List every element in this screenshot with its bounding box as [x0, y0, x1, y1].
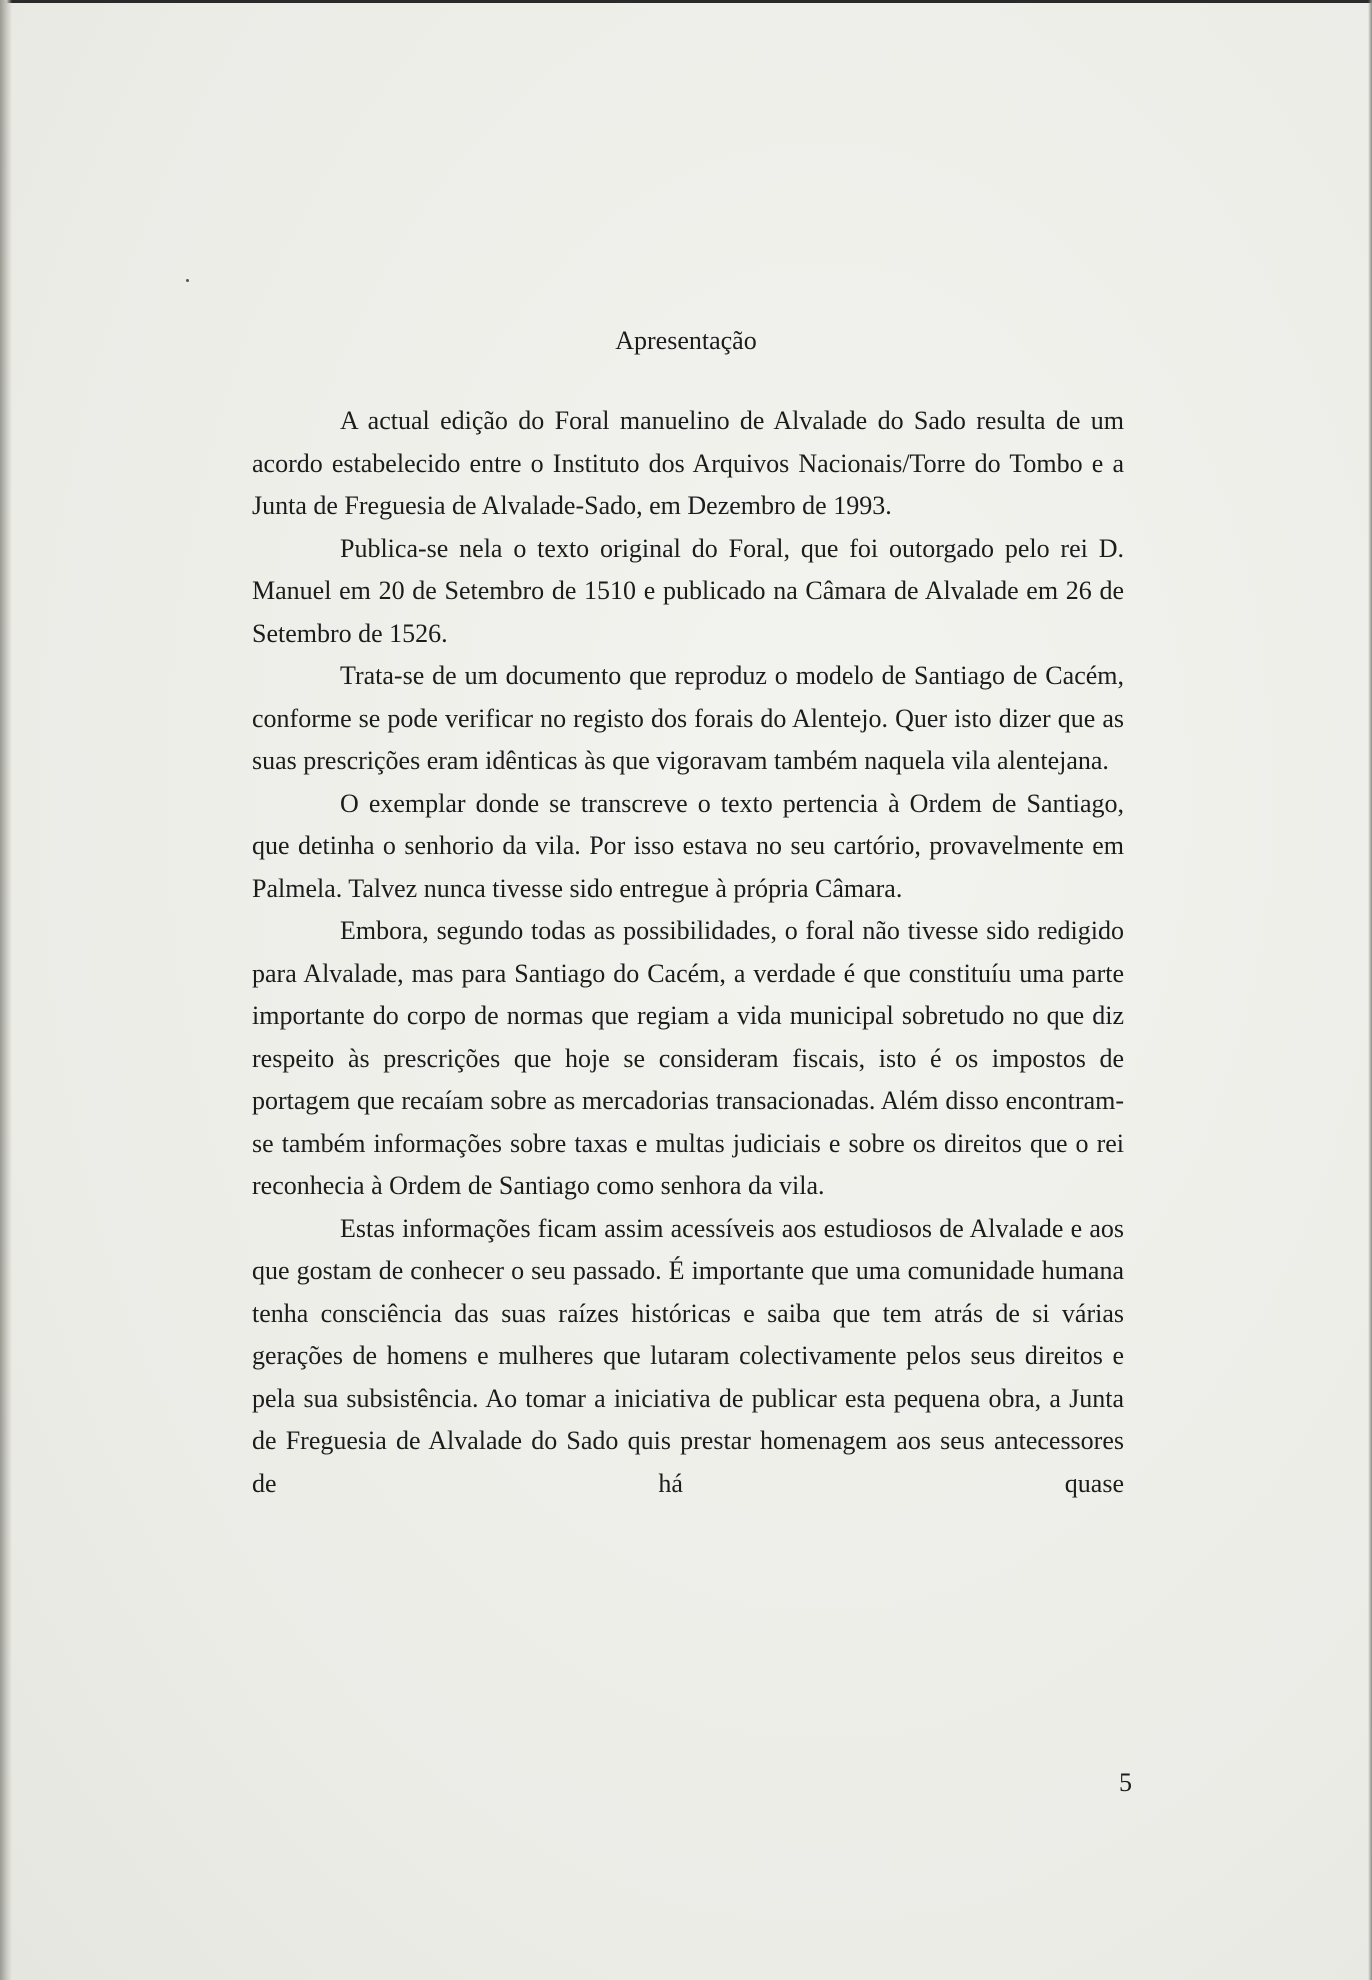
- paragraph: O exemplar donde se transcreve o texto pertencia à Ordem de Santiago, que detinha o senhorio da vila. Por isso estava no seu cartório, provavelmente em Palmela. Talvez nunca tivesse sido entregue à própria Câmara.: [252, 788, 1124, 903]
- page-title: Apresentação: [615, 326, 757, 355]
- scan-left-edge: [0, 0, 12, 1980]
- scan-speck: [186, 279, 189, 282]
- page-number: 5: [1119, 1768, 1132, 1797]
- body-text: [252, 400, 1124, 1505]
- scan-right-edge: [1368, 0, 1372, 1980]
- paragraph: Estas informações ficam assim acessíveis aos estudiosos de Alvalade e aos que gostam de conhecer o seu passado. É importante que uma comunidade humana tenha consciência das suas raízes históricas e saiba que tem atrás de si várias gerações de homens e mulheres que lutaram colectivamente pelos seus direitos e pela sua subsistência. Ao tomar a iniciativa de publicar esta pequena obra, a Junta de Freguesia de Alvalade do Sado quis prestar homenagem aos seus antecessores de há quase: [252, 1213, 1124, 1498]
- paragraph: Publica-se nela o texto original do Foral, que foi outorgado pelo rei D. Manuel em 20 de Setembro de 1510 e publicado na Câmara de Alvalade em 26 de Setembro de 1526.: [252, 533, 1124, 648]
- paragraph: A actual edição do Foral manuelino de Alvalade do Sado resulta de um acordo estabelecido entre o Instituto dos Arquivos Nacionais/Torre do Tombo e a Junta de Freguesia de Alvalade-Sado, em Dezembro de 1993.: [252, 406, 1124, 520]
- paragraph: Trata-se de um documento que reproduz o modelo de Santiago de Cacém, conforme se pode verificar no registo dos forais do Alentejo. Quer isto dizer que as suas prescrições eram idênticas às que vigoravam também naquela vila alentejana.: [252, 661, 1124, 775]
- scan-top-edge: [0, 0, 1372, 3]
- paragraph: Embora, segundo todas as possibilidades, o foral não tivesse sido redigido para Alvalade, mas para Santiago do Cacém, a verdade é que constituíu uma parte importante do corpo de normas que regiam a vida municipal sobretudo no que diz respeito às prescrições que hoje se consideram fiscais, isto é os impostos de portagem que recaíam sobre as mercadorias transacionadas. Além disso encontram-se também informações sobre taxas e multas judiciais e sobre os direitos que o rei reconhecia à Ordem de Santiago como senhora da vila.: [252, 916, 1124, 1200]
